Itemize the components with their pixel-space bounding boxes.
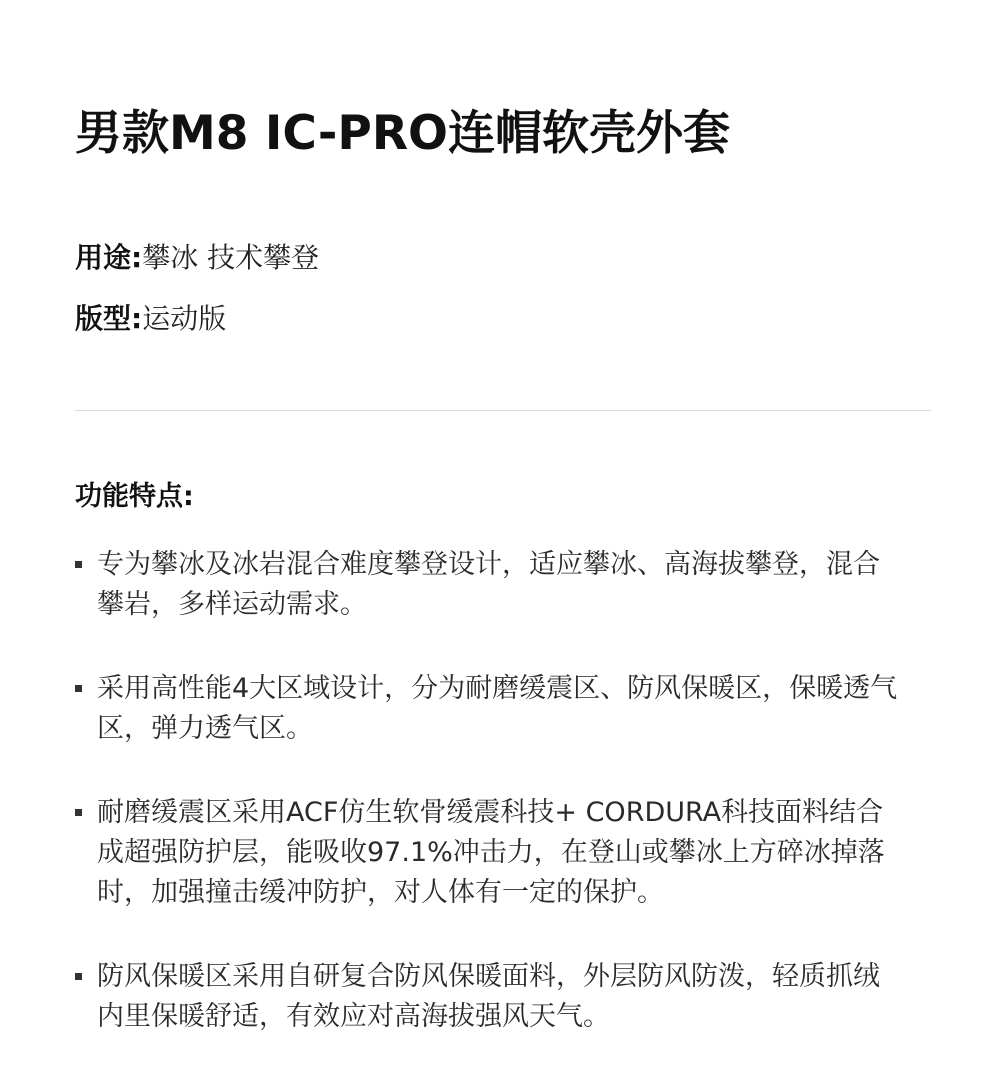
features-list — [75, 545, 905, 1081]
feature-item — [75, 669, 905, 749]
spec-usage-value: 攀冰 技术攀登 — [142, 241, 320, 274]
spec-fit — [75, 297, 226, 337]
feature-item — [75, 793, 905, 913]
feature-item — [75, 545, 905, 625]
spec-usage-label: 用途 — [75, 241, 132, 274]
square-bullet-icon — [75, 809, 82, 816]
square-bullet-icon — [75, 685, 82, 692]
feature-item — [75, 957, 905, 1037]
spec-usage-colon: : — [131, 241, 143, 274]
product-title: 男款M8 IC-PRO连帽软壳外套 — [75, 106, 730, 161]
spec-fit-colon: : — [131, 302, 143, 335]
feature-text: 专为攀冰及冰岩混合难度攀登设计，适应攀冰、高海拔攀登，混合攀岩，多样运动需求。 — [97, 549, 880, 620]
feature-text: 采用高性能4大区域设计，分为耐磨缓震区、防风保暖区，保暖透气区，弹力透气区。 — [97, 673, 898, 744]
spec-usage — [75, 236, 319, 276]
features-heading: 功能特点: — [75, 481, 194, 512]
spec-fit-value: 运动版 — [142, 302, 227, 335]
square-bullet-icon — [75, 561, 82, 568]
spec-fit-label: 版型 — [75, 302, 132, 335]
section-divider — [75, 410, 931, 411]
feature-text: 防风保暖区采用自研复合防风保暖面料，外层防风防泼，轻质抓绒内里保暖舒适，有效应对高海拔强风天气。 — [97, 961, 880, 1032]
feature-text: 耐磨缓震区采用ACF仿生软骨缓震科技+ CORDURA科技面料结合成超强防护层，能吸收97.1%冲击力，在登山或攀冰上方碎冰掉落时，加强撞击缓冲防护，对人体有一定的保护。 — [97, 797, 885, 908]
square-bullet-icon — [75, 973, 82, 980]
